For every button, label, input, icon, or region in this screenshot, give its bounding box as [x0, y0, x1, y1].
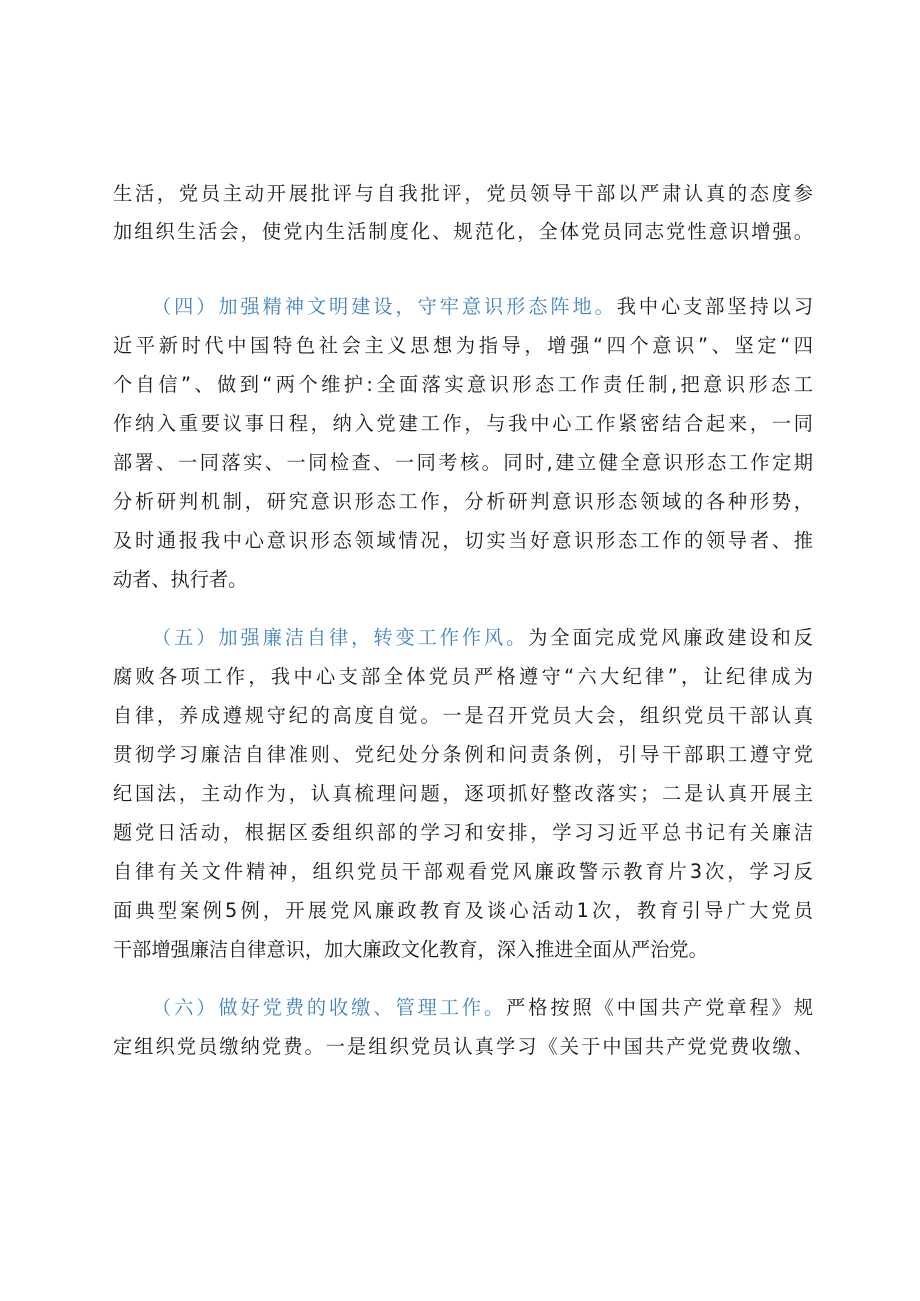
section-heading-five: （五）加强廉洁自律，转变工作作风。 — [152, 626, 529, 649]
section-five-first-line — [152, 619, 813, 657]
paragraph-line-7: 部署、一同落实、一同检查、一同考核。同时,建立健全意识形态工作定期 — [113, 451, 813, 474]
paragraph-line-8: 分析研判机制，研究意识形态工作，分析研判意识形态领域的各种形势， — [113, 490, 813, 513]
paragraph-line-10: 动者、执行者。 — [113, 568, 248, 591]
paragraph-line-17: 自律有关文件精神，组织党员干部观看党风廉政警示教育片3次，学习反 — [113, 860, 813, 883]
paragraph-line-13: 自律，养成遵规守纪的高度自觉。一是召开党员大会，组织党员干部认真 — [113, 704, 813, 727]
section-six-text: 严格按照《中国共产党章程》规 — [506, 996, 814, 1019]
paragraph-line-19: 干部增强廉洁自律意识，加大廉政文化教育，深入推进全面从严治党。 — [113, 938, 708, 961]
paragraph-line-6: 作纳入重要议事日程，纳入党建工作，与我中心工作紧密结合起来，一同 — [113, 412, 813, 435]
paragraph-line-14: 贯彻学习廉洁自律准则、党纪处分条例和问责条例，引导干部职工遵守党 — [113, 743, 813, 766]
paragraph-line-21: 定组织党员缴纳党费。一是组织党员认真学习《关于中国共产党党费收缴、 — [113, 1035, 813, 1058]
paragraph-line-2: 加组织生活会，使党内生活制度化、规范化，全体党员同志党性意识增强。 — [113, 220, 813, 243]
paragraph-line-16: 题党日活动，根据区委组织部的学习和安排，学习习近平总书记有关廉洁 — [113, 821, 813, 844]
section-heading-six: （六）做好党费的收缴、管理工作。 — [152, 996, 507, 1019]
paragraph-line-9: 及时通报我中心意识形态领域情况，切实当好意识形态工作的领导者、推 — [113, 529, 813, 552]
section-six-first-line — [152, 989, 813, 1027]
paragraph-line-18: 面典型案例5例，开展党风廉政教育及谈心活动1次，教育引导广大党员 — [113, 899, 813, 922]
section-four-text: 我中心支部坚持以习 — [616, 295, 814, 318]
paragraph-line-4: 近平新时代中国特色社会主义思想为指导，增强“四个意识”、坚定“四 — [113, 334, 813, 357]
paragraph-line-1: 生活，党员主动开展批评与自我批评，党员领导干部以严肃认真的态度参 — [113, 182, 813, 205]
section-four-first-line — [152, 288, 813, 326]
section-heading-four: （四）加强精神文明建设，守牢意识形态阵地。 — [152, 295, 617, 318]
paragraph-line-15: 纪国法，主动作为，认真梳理问题，逐项抓好整改落实；二是认真开展主 — [113, 782, 813, 805]
paragraph-line-12: 腐败各项工作，我中心支部全体党员严格遵守“六大纪律”，让纪律成为 — [113, 665, 813, 688]
paragraph-line-5: 个自信”、做到“两个维护:全面落实意识形态工作责任制,把意识形态工 — [113, 373, 813, 396]
section-five-text: 为全面完成党风廉政建设和反 — [528, 626, 813, 649]
